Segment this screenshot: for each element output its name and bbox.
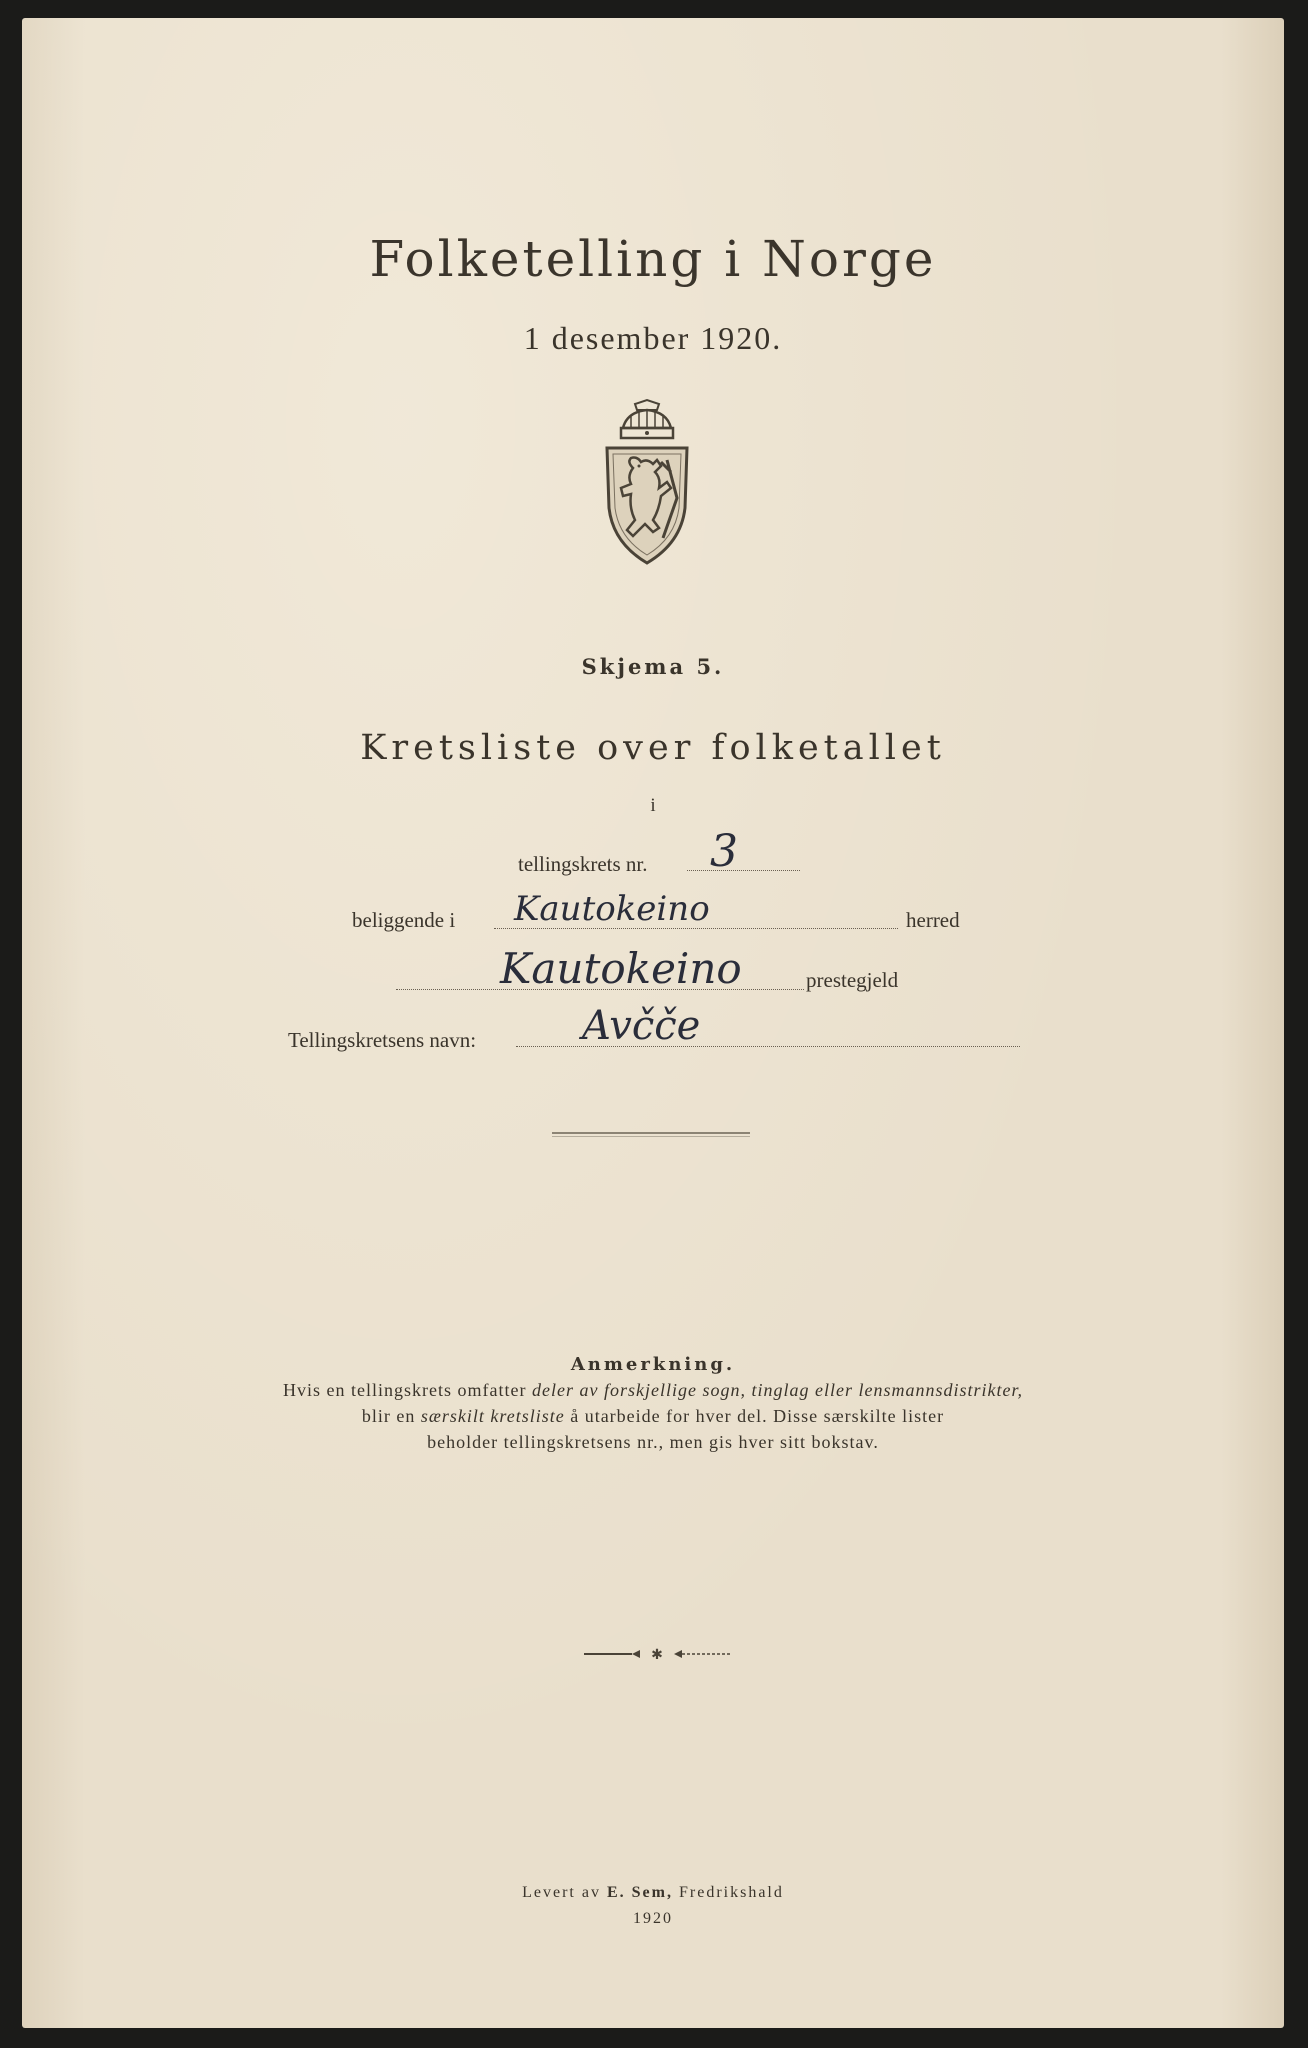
form-heading: Kretsliste over folketallet xyxy=(360,728,946,768)
print-year: 1920 xyxy=(633,1910,673,1927)
ornament-divider-icon xyxy=(582,1646,732,1662)
remark-line-1 xyxy=(22,1380,1284,1401)
census-form-page xyxy=(22,18,1284,2028)
located-label: beliggende i xyxy=(352,908,456,932)
svg-text:✱: ✱ xyxy=(651,1647,663,1662)
census-date: 1 desember 1920. xyxy=(523,320,783,356)
district-name-label: Tellingskretsens navn: xyxy=(288,1028,477,1052)
district-number-label: tellingskrets nr. xyxy=(518,852,648,876)
schema-number: Skjema 5. xyxy=(581,654,725,679)
district-number-value: 3 xyxy=(710,826,738,877)
parish-suffix: prestegjeld xyxy=(806,968,899,992)
parish-value: Kautokeino xyxy=(500,944,742,993)
remark-heading: Anmerkning. xyxy=(570,1354,736,1375)
printer-prefix: Levert av xyxy=(522,1884,601,1901)
page-title: Folketelling i Norge xyxy=(369,230,937,288)
norway-coat-of-arms-icon xyxy=(597,398,697,568)
remark-line-1-text: Hvis en tellingskrets omfatter xyxy=(283,1380,527,1400)
district-number-line xyxy=(687,870,800,871)
district-name-value: Avčče xyxy=(582,1003,701,1049)
divider-rule xyxy=(552,1132,750,1134)
remark-line-3: beholder tellingskretsens nr., men gis hver sitt bokstav. xyxy=(427,1432,879,1452)
connector-word: i xyxy=(650,795,656,816)
remark-line-2-text-b: å utarbeide for hver del. Disse særskilte lister xyxy=(570,1406,945,1426)
divider-rule-thin xyxy=(552,1136,750,1137)
remark-line-2 xyxy=(22,1406,1284,1427)
municipality-value: Kautokeino xyxy=(514,889,710,929)
remark-line-2-italic: særskilt kretsliste xyxy=(420,1406,565,1426)
remark-line-1-italic: deler av forskjellige sogn, tinglag eller lensmannsdistrikter, xyxy=(532,1380,1023,1400)
remark-line-2-text-a: blir en xyxy=(361,1406,416,1426)
printer-name: E. Sem, xyxy=(606,1884,673,1901)
printer-credit xyxy=(22,1884,1284,1902)
municipality-suffix: herred xyxy=(906,908,960,932)
printer-city: Fredrikshald xyxy=(678,1884,784,1901)
